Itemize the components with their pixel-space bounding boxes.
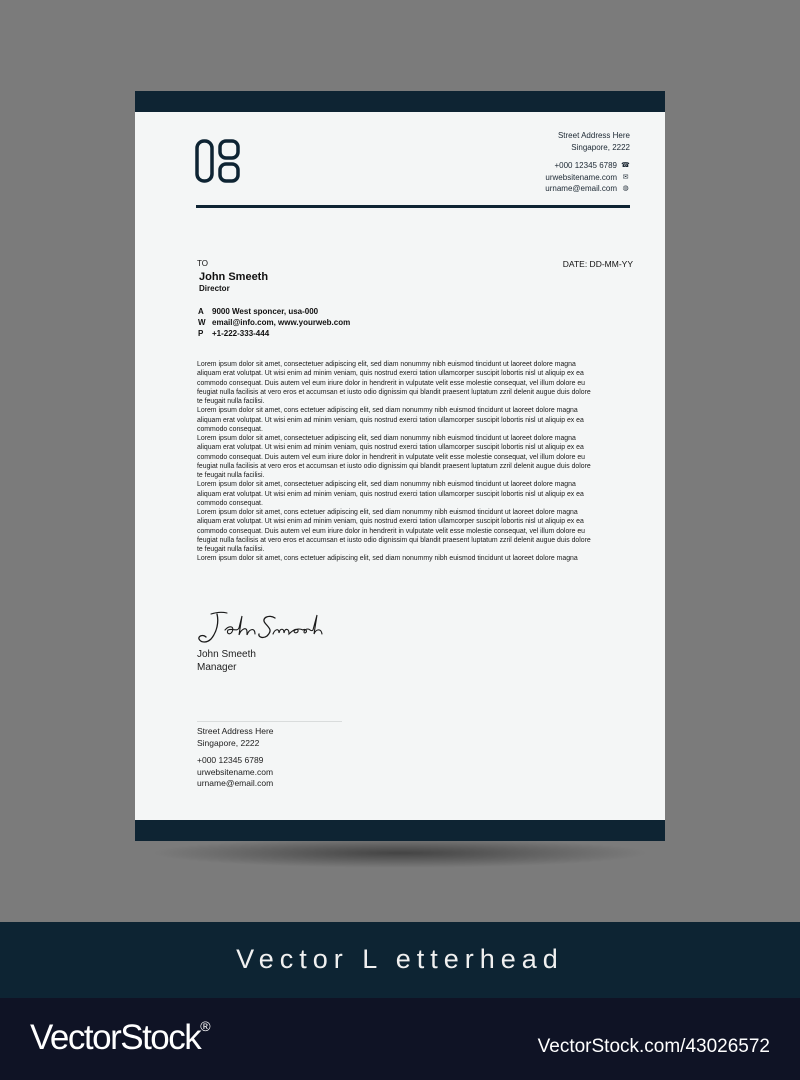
recipient-name: John Smeeth (199, 271, 269, 283)
body-line: Lorem ipsum dolor sit amet, cons ectetuer adipiscing elit, sed diam nonummy nibh euismod tincidunt ut laoreet dolore magna (197, 407, 578, 415)
body-line: aliquam erat volutpat. Ut wisi enim ad minim veniam, quis nostrud exerci tation ullamcorper suscipit lobortis nisl ut aliquip ex ea (197, 370, 584, 378)
footer-band (135, 820, 665, 841)
address-key: A (198, 307, 204, 316)
recipient-title: Director (199, 284, 230, 293)
body-line: feugiat nulla facilisis at vero eros et accumsan et iusto odio dignissim qui blandit praesent luptatum zzril delenit augue duis dolore (197, 536, 591, 544)
address-value: email@info.com, www.yourweb.com (212, 318, 351, 327)
body-line: aliquam erat volutpat. Ut wisi enim ad minim veniam, quis nostrud exerci tation ullamcorper suscipit lobortis nisl ut aliquip ex ea (197, 444, 584, 452)
header-website: urwebsitename.com (545, 172, 617, 182)
body-line: aliquam erat volutpat. Ut wisi enim ad minim veniam, quis nostrud exerci tation ullamcorper suscipit lobortis nisl ut aliquip ex ea (197, 416, 584, 424)
header-phone: +000 12345 6789 (554, 161, 617, 170)
body-line: Lorem ipsum dolor sit amet, cons ectetuer adipiscing elit, sed diam nonummy nibh euismod tincidunt ut laoreet dolore magna (197, 509, 578, 516)
body-line: te feugait nulla facilisi. (197, 472, 265, 479)
body-line: commodo consequat. Duis autem vel eum iriure dolor in hendrerit in vulputate velit esse molestie consequat, vel illum dolore eu (197, 379, 585, 387)
signer-title: Manager (197, 662, 237, 673)
body-line: te feugait nulla facilisi. (197, 546, 265, 553)
letterhead-page (135, 91, 665, 841)
body-line: feugiat nulla facilisis at vero eros et accumsan et iusto odio dignissim qui blandit praesent luptatum zzril delenit augue duis dolore (197, 462, 591, 470)
address-value: 9000 West sponcer, usa-000 (212, 307, 319, 316)
header-email: urname@email.com (545, 184, 617, 193)
header-street: Street Address Here (557, 131, 630, 140)
body-line: Lorem ipsum dolor sit amet, cons ectetuer adipiscing elit, sed diam nonummy nibh euismod tincidunt ut laoreet dolore magna (197, 555, 578, 563)
phone-icon: ☎ (621, 162, 630, 169)
footer-divider (197, 721, 342, 722)
globe-icon: ◍ (622, 185, 629, 192)
envelope-icon: ✉ (622, 173, 629, 181)
address-row (198, 317, 350, 328)
vectorstock-url: VectorStock.com/43026572 (537, 1036, 770, 1057)
to-label: TO (197, 259, 208, 268)
body-line: Lorem ipsum dolor sit amet, consectetuer adipiscing elit, sed diam nonummy nibh euismod tincidunt ut laoreet dolore magna (197, 435, 576, 442)
body-line: commodo consequat. (197, 499, 263, 507)
body-line: Lorem ipsum dolor sit amet, consectetuer adipiscing elit, sed diam nonummy nibh euismod tincidunt ut laoreet dolore magna (197, 481, 576, 489)
footer-contact-block (197, 726, 274, 790)
footer-email: urname@email.com (197, 778, 274, 788)
footer-website: urwebsitename.com (197, 766, 274, 777)
vectorstock-logo (30, 1018, 211, 1058)
brand-logo-icon (195, 139, 241, 183)
registered-mark: ® (200, 1018, 211, 1034)
handwritten-signature (195, 608, 325, 648)
footer-phone: +000 12345 6789 (197, 755, 264, 765)
address-row (198, 328, 350, 339)
header-divider (196, 205, 630, 208)
recipient-address-block (198, 306, 350, 339)
paper-shadow (150, 838, 650, 868)
body-line: Lorem ipsum dolor sit amet, consectetuer adipiscing elit, sed diam nonummy nibh euismod tincidunt ut laoreet dolore magna (197, 361, 576, 368)
body-line: te feugait nulla facilisi. (197, 398, 265, 405)
address-key: W (198, 318, 206, 327)
footer-city: Singapore, 2222 (197, 737, 260, 748)
vectorstock-logo-text: VectorStock (30, 1018, 201, 1057)
body-line: commodo consequat. Duis autem vel eum iriure dolor in hendrerit in vulputate velit esse molestie consequat, vel illum dolore eu (197, 453, 585, 461)
header-city: Singapore, 2222 (571, 142, 630, 152)
body-line: aliquam erat volutpat. Ut wisi enim ad minim veniam, quis nostrud exerci tation ullamcorper suscipit lobortis nisl ut aliquip ex ea (197, 518, 584, 526)
letter-body (197, 360, 627, 564)
address-value: +1-222-333-444 (212, 329, 270, 338)
address-key: P (198, 329, 204, 338)
body-line: feugiat nulla facilisis at vero eros et accumsan et iusto odio dignissim qui blandit praesent luptatum zzril delenit augue duis dolore (197, 388, 591, 396)
body-line: commodo consequat. (197, 425, 263, 433)
body-line: commodo consequat. Duis autem vel eum iriure dolor in hendrerit in vulputate velit esse molestie consequat, vel illum dolore eu (197, 527, 585, 535)
banner-title: Vector L etterhead (236, 944, 564, 974)
footer-street: Street Address Here (197, 726, 274, 736)
header-band (135, 91, 665, 112)
signer-name: John Smeeth (197, 649, 256, 660)
date-field: DATE: DD-MM-YY (562, 259, 633, 269)
body-line: aliquam erat volutpat. Ut wisi enim ad minim veniam, quis nostrud exerci tation ullamcorper suscipit lobortis nisl ut aliquip ex ea (197, 490, 584, 498)
recipient-block (197, 259, 268, 293)
header-contact-block (545, 130, 630, 195)
address-row (198, 306, 350, 317)
